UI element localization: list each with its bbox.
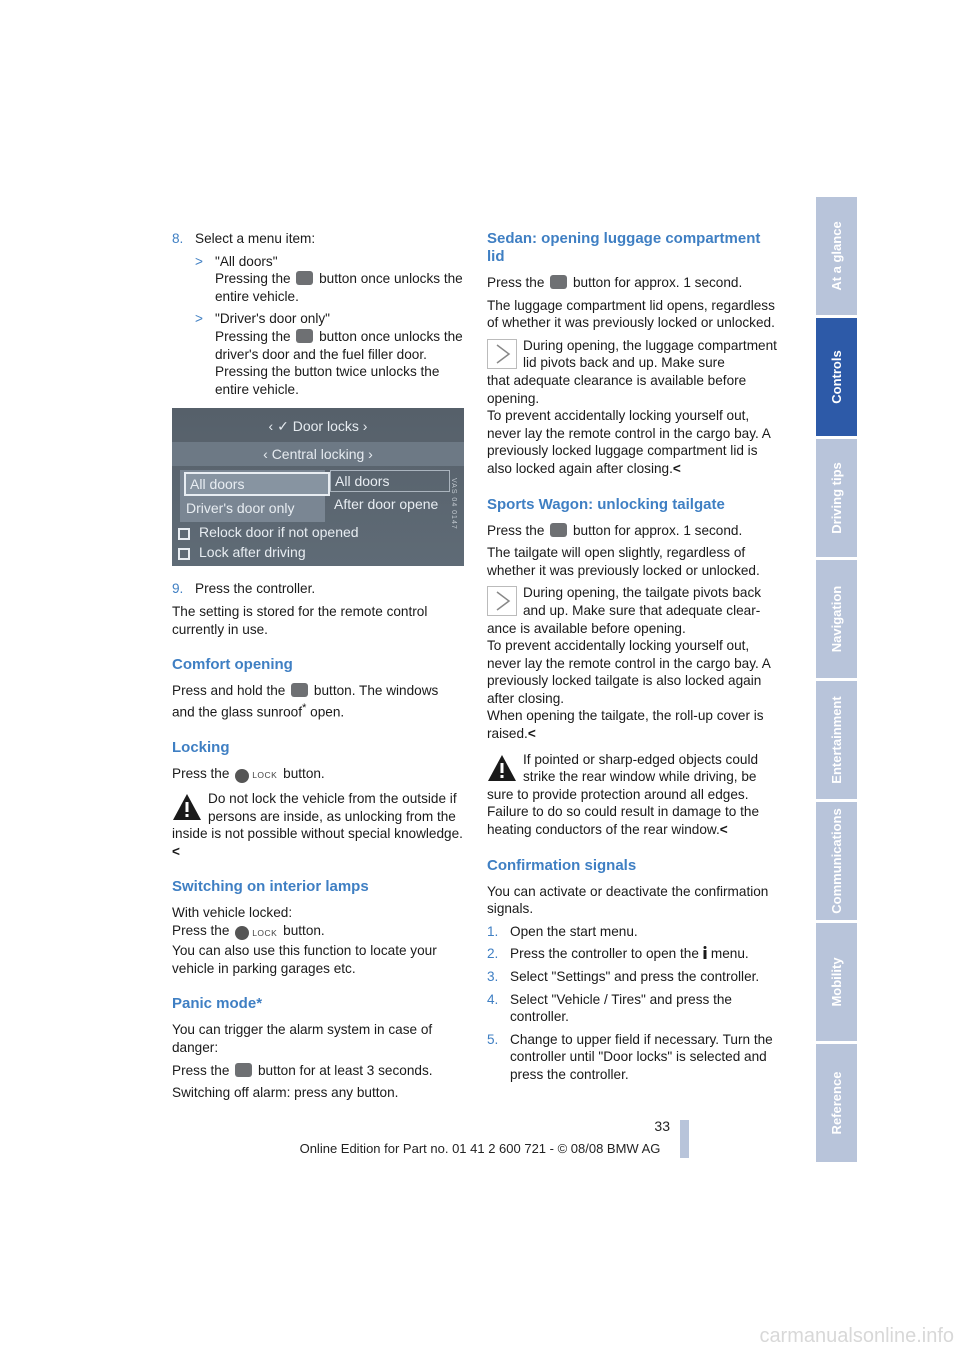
locking-text <box>172 765 464 785</box>
panic-line-3: Switching off alarm: press any button. <box>172 1085 399 1101</box>
panic-line-2 <box>172 1062 464 1080</box>
tab-communications[interactable] <box>816 802 857 920</box>
step-number: 1. <box>487 923 499 939</box>
note-rest: that adequate clearance is available before opening. <box>487 372 747 406</box>
option-title: "Driver's door only" <box>215 311 330 327</box>
option-extra: Pressing the button twice unlocks the entire vehicle. <box>215 364 440 397</box>
screen-title: Door locks <box>292 418 359 435</box>
menu-option-drivers-door <box>195 310 464 398</box>
interior-line-1: With vehicle locked: <box>172 905 293 921</box>
stored-text: The setting is stored for the remote control currently in use. <box>172 603 428 637</box>
left-column <box>172 230 464 1107</box>
checkbox-icon <box>178 548 190 560</box>
lock-label: LOCK <box>252 927 278 938</box>
confirm-line-1: You can activate or deactivate the confirmation signals. <box>487 883 769 917</box>
tab-label: At a glance <box>828 221 844 291</box>
note-lead: Do not lock the vehicle from the outside if persons are inside, as unlocking from the <box>208 791 457 824</box>
tab-label: Reference <box>828 1071 844 1135</box>
note-rest: ance is available before opening. <box>487 620 686 636</box>
confirm-step-1 <box>487 923 779 941</box>
screen-title-row: ‹ ✓ Door locks › <box>268 418 368 435</box>
screen-option-all-doors: All doors <box>330 470 450 492</box>
tab-label: Mobility <box>828 957 844 1007</box>
note-more <box>487 407 779 477</box>
tab-label: Navigation <box>828 585 844 653</box>
warning-note <box>487 751 779 839</box>
trunk-button-icon <box>550 275 567 289</box>
heading-panic-mode: Panic mode* <box>172 995 263 1013</box>
confirm-step-3 <box>487 968 779 986</box>
menu-option-all-doors <box>195 253 464 306</box>
note-lead: During opening, the luggage compartment lid pivots back and up. Make sure <box>523 337 777 371</box>
panic-post: button for at least 3 seconds. <box>257 1062 433 1078</box>
step-text: Select a menu item: <box>195 231 316 246</box>
screen-subtitle: Central locking <box>271 446 365 463</box>
tab-label: Communications <box>828 808 844 914</box>
image-code: VAS 04 0147 <box>450 478 457 531</box>
step-number: 3. <box>487 969 499 984</box>
page-number: 33 <box>654 1118 670 1134</box>
step-number: 4. <box>487 991 499 1007</box>
check-icon: ✓ <box>277 418 289 435</box>
wagon-line-1 <box>487 522 779 540</box>
note-text: When opening the tailgate, the roll-up cover is raised. <box>487 708 764 742</box>
menu-screenshot <box>172 408 464 566</box>
option-text-post: button once unlocks the driver's door and the fuel filler door. <box>215 328 463 362</box>
info-icon <box>702 946 708 959</box>
note-more: To prevent accidentally locking yourself out, never lay the remote control in the cargo bay. A previously locked tailgate is also locked again after closing. <box>487 638 771 706</box>
lock-button-icon <box>235 924 277 942</box>
chapter-tabs <box>816 197 857 1165</box>
end-mark: < <box>527 726 536 742</box>
bullet-arrow: > <box>195 253 203 269</box>
note-rest: inside is not possible without special knowledge. <box>172 826 463 842</box>
right-column <box>487 230 779 1089</box>
tab-label: Entertainment <box>828 696 844 784</box>
panic-button-icon <box>235 1063 252 1077</box>
step-9 <box>172 580 464 598</box>
step-text: Change to upper field if necessary. Turn the controller until "Door locks" is selected and press the controller. <box>510 1031 773 1082</box>
note-arrow-icon <box>487 339 517 369</box>
comfort-post: button. The windows and the glass sunroof <box>172 683 439 720</box>
option-text-post: button once unlocks the entire vehicle. <box>215 271 463 304</box>
comfort-pre: Press and hold the <box>172 683 286 699</box>
optional-star: * <box>301 701 307 714</box>
checkbox-icon <box>178 528 190 540</box>
interior-pre: Press the <box>172 923 230 939</box>
wagon-pre: Press the <box>487 522 545 538</box>
step-text: Press the controller to open the <box>510 946 699 962</box>
lock-button-icon <box>235 767 277 785</box>
tab-entertainment[interactable] <box>816 681 857 799</box>
warning-triangle-icon <box>487 753 517 783</box>
screen-option-lock-after-driving: Lock after driving <box>199 544 306 561</box>
note-arrow-icon <box>487 586 517 616</box>
heading-comfort-opening: Comfort opening <box>172 656 293 674</box>
step-number: 9. <box>172 581 184 597</box>
warning-triangle-icon <box>172 792 202 822</box>
locking-post: button. <box>283 765 325 781</box>
tab-controls[interactable] <box>816 318 857 436</box>
step-text-wrap <box>510 945 749 963</box>
wagon-line-2: The tailgate will open slightly, regardless of whether it was previously locked or unlocked. <box>487 545 760 578</box>
end-mark: < <box>672 460 681 476</box>
step-text-post: menu. <box>710 946 749 962</box>
sedan-line-2: The luggage compartment lid opens, regardless of whether it was previously locked or unlocked. <box>487 297 775 331</box>
tab-at-a-glance[interactable] <box>816 197 857 315</box>
tab-label: Controls <box>828 350 844 404</box>
sedan-post: button for approx. 1 second. <box>572 275 743 290</box>
interior-line-3: You can also use this function to locate your vehicle in parking garages etc. <box>172 943 437 976</box>
note-text: To prevent accidentally locking yourself out, never lay the remote control in the cargo bay. A previously locked luggage compartment lid is also locked again after closing. <box>487 408 771 476</box>
comfort-end: open. <box>306 704 345 720</box>
tab-navigation[interactable] <box>816 560 857 678</box>
heading-sports-wagon: Sports Wagon: unlocking tailgate <box>487 495 725 513</box>
option-title: "All doors" <box>215 253 278 269</box>
screen-option-relock: Relock door if not opened <box>199 524 359 541</box>
step-text: Press the controller. <box>195 581 316 597</box>
lock-label: LOCK <box>252 770 278 781</box>
sedan-pre: Press the <box>487 275 545 290</box>
warning-note <box>172 790 464 860</box>
watermark-site: carmanualsonline.info <box>759 1325 954 1347</box>
footer-edition: Online Edition for Part no. 01 41 2 600 721 - © 08/08 BMW AG <box>299 1141 661 1156</box>
unlock-button-icon <box>291 683 308 697</box>
option-text-pre: Pressing the <box>215 271 291 287</box>
locking-pre: Press the <box>172 765 230 781</box>
end-mark: < <box>172 843 180 859</box>
note-rest: sure to provide protection around all edges. Failure to do so could result in damage to the heating conductors of the rear window. <box>487 786 760 838</box>
screen-option-after-door: After door opene <box>334 496 439 513</box>
step-number: 8. <box>172 231 184 246</box>
unlock-button-icon <box>296 329 313 343</box>
panic-line-1: You can trigger the alarm system in case of danger: <box>172 1022 433 1055</box>
wagon-post: button for approx. 1 second. <box>572 522 743 538</box>
tab-driving-tips[interactable] <box>816 439 857 557</box>
comfort-text <box>172 682 464 721</box>
tab-mobility[interactable] <box>816 923 857 1041</box>
interior-line-2 <box>172 922 464 942</box>
screen-subtitle-row: ‹ Central locking › <box>172 442 464 466</box>
heading-interior-lamps: Switching on interior lamps <box>172 878 369 896</box>
note-lead: If pointed or sharp-edged objects could strike the rear window while driving, be <box>523 751 759 785</box>
heading-sedan: Sedan: opening luggage compartment lid <box>487 230 761 265</box>
heading-confirmation-signals: Confirmation signals <box>487 856 637 874</box>
step-8 <box>172 230 464 248</box>
step-number: 2. <box>487 946 499 962</box>
option-text-pre: Pressing the <box>215 328 291 344</box>
heading-locking: Locking <box>172 738 230 756</box>
unlock-button-icon <box>296 271 313 285</box>
note-lead: During opening, the tailgate pivots back and up. Make sure that adequate clear- <box>523 585 762 618</box>
step-text: Select "Settings" and press the controller. <box>510 969 760 984</box>
screen-item-all-doors: All doors <box>184 472 330 496</box>
interior-post: button. <box>283 923 325 939</box>
end-mark: < <box>719 822 728 838</box>
confirm-step-2 <box>487 945 779 963</box>
sedan-line-1 <box>487 274 779 292</box>
bullet-arrow: > <box>195 311 203 327</box>
confirm-step-4 <box>487 991 779 1026</box>
step-text: Open the start menu. <box>510 923 638 939</box>
note-more-2 <box>487 707 779 742</box>
confirm-step-5 <box>487 1031 779 1084</box>
info-note <box>487 584 779 742</box>
panic-pre: Press the <box>172 1062 230 1078</box>
step-text: Select "Vehicle / Tires" and press the controller. <box>510 991 732 1025</box>
tailgate-button-icon <box>550 523 567 537</box>
tab-label: Driving tips <box>828 462 844 534</box>
info-note <box>487 337 779 478</box>
step-number: 5. <box>487 1031 499 1047</box>
screen-item-drivers-door: Driver's door only <box>186 500 295 517</box>
